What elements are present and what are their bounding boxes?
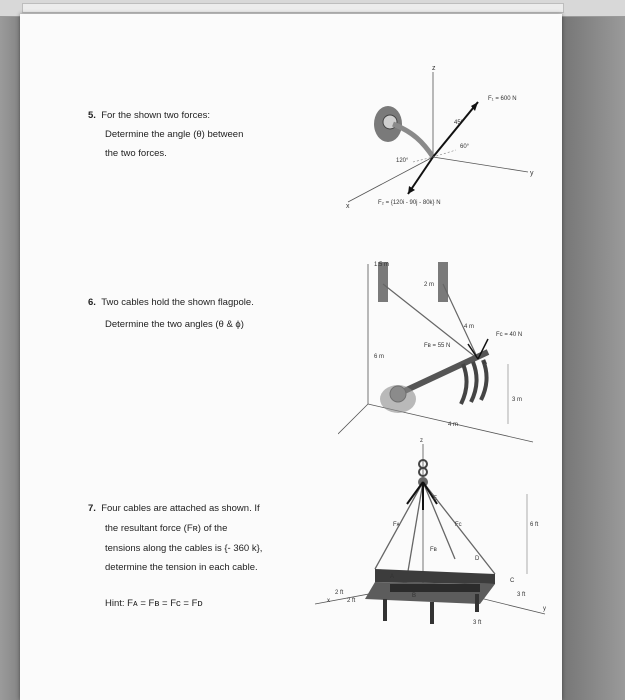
problem-6-line-2: Determine the two angles (θ & ϕ) — [105, 319, 244, 330]
wall-mount — [380, 385, 416, 413]
figure-5-force-diagram — [338, 62, 538, 212]
f2-label: F₂ = {120i - 90j - 80k} N — [378, 200, 441, 206]
worksheet-page — [20, 14, 562, 700]
d-label: D — [475, 556, 480, 562]
anchor-b — [378, 262, 388, 302]
problem-5-line-2: Determine the angle (θ) between — [105, 129, 244, 140]
angle-120-label: 120° — [396, 158, 409, 164]
dim-2m: 2 m — [424, 282, 435, 288]
crate-leg-3 — [475, 594, 479, 612]
problem-6 — [88, 296, 254, 309]
problem-5-line-1: For the shown two forces: — [101, 110, 210, 121]
fa-label: Fᴀ — [393, 522, 400, 528]
cable-d — [423, 482, 455, 559]
crate-slot — [390, 584, 480, 592]
crate-leg-1 — [383, 599, 387, 621]
problem-7-line-3: tensions along the cables is {- 360 k}, — [105, 543, 263, 554]
problem-5-line-3: the two forces. — [105, 148, 167, 159]
fc-label: Fᴄ — [455, 522, 462, 528]
a-label: A — [390, 574, 395, 580]
x-axis-line — [338, 404, 368, 434]
point-a-label: A — [483, 360, 488, 366]
axis-x-label: x — [346, 203, 350, 210]
figure-7-cable-diagram — [305, 434, 550, 629]
flag — [461, 360, 487, 404]
fc-label: Fᴄ = 40 N — [496, 332, 523, 338]
axis-y-label: y — [530, 170, 534, 177]
fb-label: Fʙ — [430, 547, 437, 553]
f1-label: F₁ = 600 N — [488, 96, 517, 102]
crate-leg-2 — [430, 602, 434, 624]
b-label: B — [412, 593, 417, 599]
dim-6m: 6 m — [374, 354, 385, 360]
c-label: C — [510, 578, 515, 584]
problem-7-hint: Hint: Fᴀ = Fʙ = Fᴄ = Fᴅ — [105, 598, 203, 609]
dim-1-5m: 1.5 m — [374, 262, 390, 268]
dim-3ft-a: 3 ft — [517, 592, 526, 598]
angle-45-label: 45° — [454, 120, 464, 126]
problem-7-line-4: determine the tension in each cable. — [105, 562, 258, 573]
dim-2ft-b: 2 ft — [347, 598, 356, 604]
dim-3ft-b: 3 ft — [473, 620, 482, 626]
x-axis-line — [348, 157, 433, 202]
problem-5 — [88, 109, 210, 122]
dim-3m: 3 m — [512, 397, 523, 403]
force-f1-arrow — [433, 102, 478, 157]
problem-7-number: 7. — [88, 503, 96, 514]
dim-6ft: 6 ft — [530, 522, 539, 528]
axis-y-label: y — [543, 606, 546, 612]
problem-7-line-2: the resultant force (Fʀ) of the — [105, 523, 228, 534]
dim-4m: 4 m — [464, 324, 475, 330]
axis-x-label: x — [327, 598, 330, 604]
axis-z-label: z — [432, 65, 436, 72]
z-label: z — [420, 438, 423, 444]
dim-4m-base: 4 m — [448, 422, 459, 428]
fb-label: Fʙ = 55 N — [424, 343, 451, 349]
background-right — [562, 0, 625, 700]
problem-6-number: 6. — [88, 297, 96, 308]
problem-7-line-1: Four cables are attached as shown. If — [101, 503, 260, 514]
angle-60-label: 60° — [460, 144, 470, 150]
top-toolbar-strip — [22, 3, 564, 13]
problem-5-number: 5. — [88, 110, 96, 121]
figure-6-flagpole-diagram — [338, 244, 538, 454]
bent-rod — [393, 124, 433, 157]
y-axis-line — [433, 157, 528, 172]
e-label: E — [433, 496, 438, 502]
background-left — [0, 0, 20, 700]
anchor-c — [438, 262, 448, 302]
problem-6-line-1: Two cables hold the shown flagpole. — [101, 297, 254, 308]
dim-2ft-a: 2 ft — [335, 590, 344, 596]
problem-7 — [88, 502, 260, 515]
